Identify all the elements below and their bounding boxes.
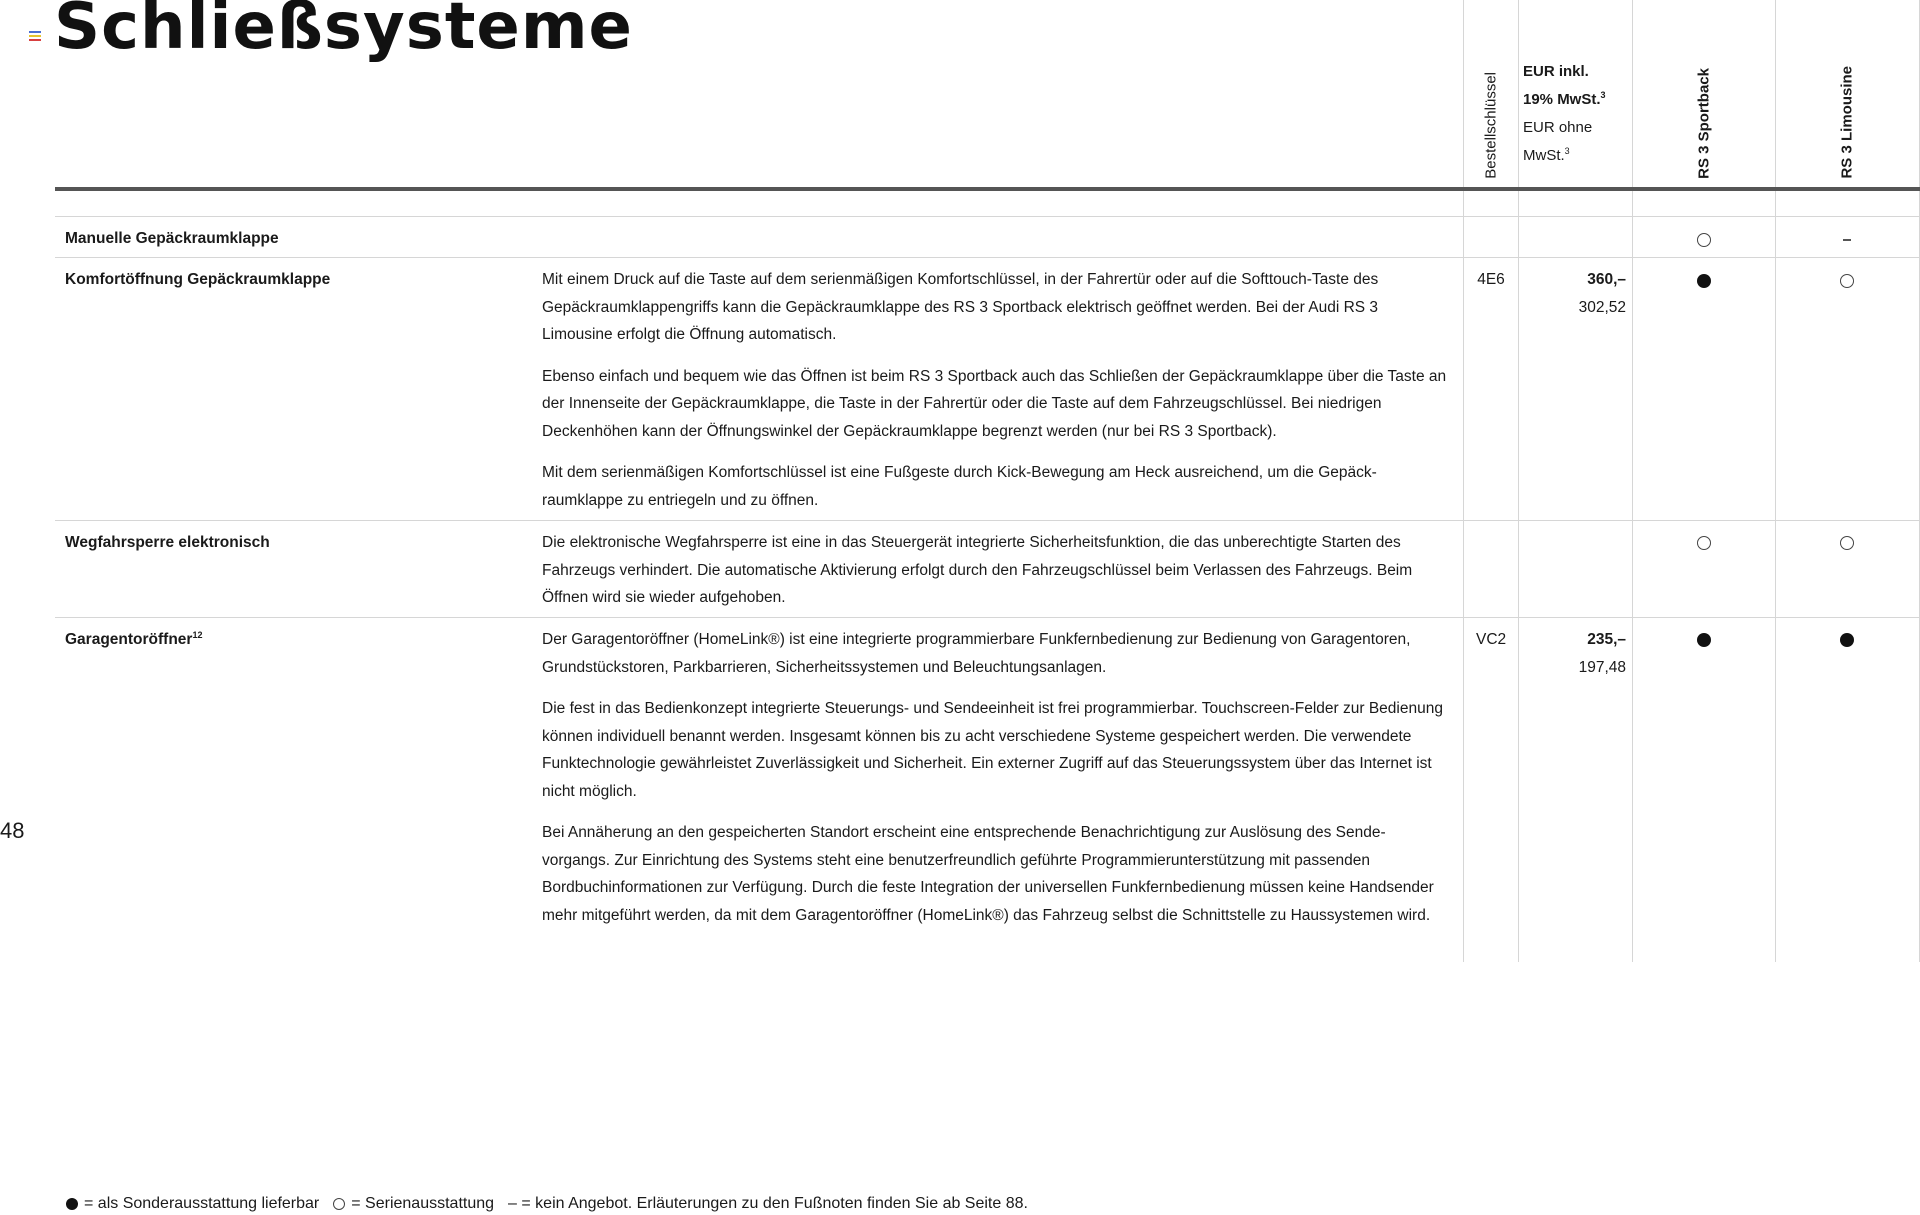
feature-description (542, 626, 1447, 943)
description-paragraph: Mit einem Druck auf die Taste auf dem serienmäßigen Komfortschlüssel, in der Fahrertür oder auf die Softtouch-Taste des Gepäckraumklappengriffs kann die Gepäckraumklappe des RS 3 Sportback elektrisch geöffnet werden. Bei der Audi RS 3 Limousine erfolgt die Öffnung automatisch. (542, 271, 1379, 343)
description-paragraph: Die elektronische Wegfahrsperre ist eine in das Steuergerät integrierte Sicherheitsfunktion, die das unberechtigte Starten des Fahrzeugs verhindert. Die automatische Aktivierung erfolgt durch den Fahrzeugschlüssel beim Verlassen des Fahrzeugs. Beim Öffnen wird sie wieder aufgehoben. (542, 534, 1413, 606)
feature-name (65, 266, 525, 294)
flag-stripe (29, 39, 41, 41)
header-rule (55, 187, 1920, 191)
header-order-key-label: Bestellschlüssel (1482, 72, 1499, 179)
header-model-limousine (1775, 0, 1919, 187)
header-price-excl: EUR ohne (1523, 119, 1593, 136)
flag-icon (29, 31, 41, 41)
header-price-incl: EUR inkl. (1523, 63, 1589, 80)
header-order-key (1463, 0, 1518, 187)
feature-label: Garagentoröffner (65, 631, 193, 648)
description-paragraph: Die fest in das Bedienkonzept integrierte Steuerungs- und Sendeeinheit ist frei programmierbar. Touchscreen-Felder zur Bedienung können individuell benannt werden. Insgesamt können bis zu acht verschiedene Systeme gespeichert werden. Die verwendete Funktechnologie gewährleistet Zuverlässigkeit und Sicherheit. Ein externer Zugriff auf das Steuerungssystem über das Internet ist nicht möglich. (542, 700, 1443, 800)
legend-not-available: – = kein Angebot. Erläuterungen zu den Fußnoten finden Sie ab Seite 88. (508, 1195, 1028, 1212)
header-model-limousine-label: RS 3 Limousine (1838, 66, 1856, 179)
feature-description (542, 266, 1447, 528)
header-model-sportback-label: RS 3 Sportback (1695, 68, 1712, 179)
filled-circle-icon (66, 1198, 78, 1210)
price-incl-vat: 360,– (1587, 271, 1626, 288)
footnote-ref: 12 (192, 630, 203, 640)
order-code: VC2 (1476, 631, 1507, 648)
description-paragraph: Der Garagentoröffner (HomeLink®) ist eine integrierte programmierbare Funkfernbedienung zur Bedienung von Garagentoren, Grundstückstoren, Parkbarrieren, Sicherheitssystemen und Beleuchtungsanlagen. (542, 631, 1411, 676)
price-excl-vat: 302,52 (1578, 298, 1626, 316)
header-model-sportback (1632, 0, 1775, 187)
dash-icon (1843, 239, 1851, 241)
open-circle-icon (1840, 536, 1854, 550)
header-price-incl-vat: 19% MwSt. (1523, 91, 1601, 108)
flag-stripe (29, 35, 41, 37)
feature-name (65, 225, 525, 253)
header-price (1523, 58, 1606, 170)
open-circle-icon (1697, 233, 1711, 247)
header-price-excl-vat: MwSt. (1523, 147, 1565, 164)
feature-name (65, 626, 525, 654)
feature-label: Manuelle Gepäckraumklappe (65, 230, 279, 247)
flag-stripe (29, 31, 41, 33)
footnote-ref: 3 (1564, 146, 1570, 156)
feature-label: Komfortöffnung Gepäckraumklappe (65, 271, 331, 288)
filled-circle-icon (1697, 633, 1711, 647)
filled-circle-icon (1840, 633, 1854, 647)
filled-circle-icon (1697, 274, 1711, 288)
page-number: 48 (0, 818, 25, 843)
legend-standard: = Serienausstattung (351, 1195, 495, 1212)
feature-description (542, 529, 1447, 626)
open-circle-icon (1697, 536, 1711, 550)
description-paragraph: Mit dem serienmäßigen Komfortschlüssel ist eine Fußgeste durch Kick-Bewegung am Heck ausreichend, um die Gepäckraumklappe zu entriegeln und zu öffnen. (542, 464, 1377, 509)
page-title: Schließsysteme (54, 0, 633, 64)
column-divider (1518, 0, 1519, 962)
price-excl-vat: 197,48 (1578, 658, 1626, 676)
description-paragraph: Ebenso einfach und bequem wie das Öffnen ist beim RS 3 Sportback auch das Schließen der Gepäckraumklappe über die Taste an der Innenseite der Gepäckraumklappe, die Taste in der Fahrertür oder die Taste auf dem Fahrzeugschlüssel. Bei niedrigen Deckenhöhen kann der Öffnungswinkel der Gepäckraumklappe begrenzt werden (nur bei RS 3 Sportback). (542, 367, 1447, 440)
row-divider (55, 257, 1920, 258)
open-circle-icon (333, 1198, 345, 1210)
open-circle-icon (1840, 274, 1854, 288)
feature-name (65, 529, 525, 557)
legend (66, 1195, 1028, 1213)
row-divider (55, 216, 1920, 217)
price (1548, 266, 1626, 321)
feature-label: Wegfahrsperre elektronisch (65, 534, 270, 551)
price-incl-vat: 235,– (1587, 631, 1626, 648)
footnote-ref: 3 (1600, 90, 1606, 100)
description-paragraph: Bei Annäherung an den gespeicherten Standort erscheint eine entsprechende Benachrichtigung zur Auslösung des Sendevorgangs. Zur Einrichtung des Systems steht eine benutzerfreundlich geführte Programmierunterstützung mit passenden Bordbuchinformationen zur Verfügung. Durch die feste Integration der universellen Funkfernbedienung müssen keine Handsender mehr mitgeführt werden, da mit dem Garagentoröffner (HomeLink®) das Fahrzeug selbst die Schnittstelle zu Haussystemen wird. (542, 824, 1434, 924)
price (1548, 626, 1626, 681)
legend-optional: = als Sonderausstattung lieferbar (84, 1195, 320, 1212)
order-code: 4E6 (1477, 271, 1505, 288)
